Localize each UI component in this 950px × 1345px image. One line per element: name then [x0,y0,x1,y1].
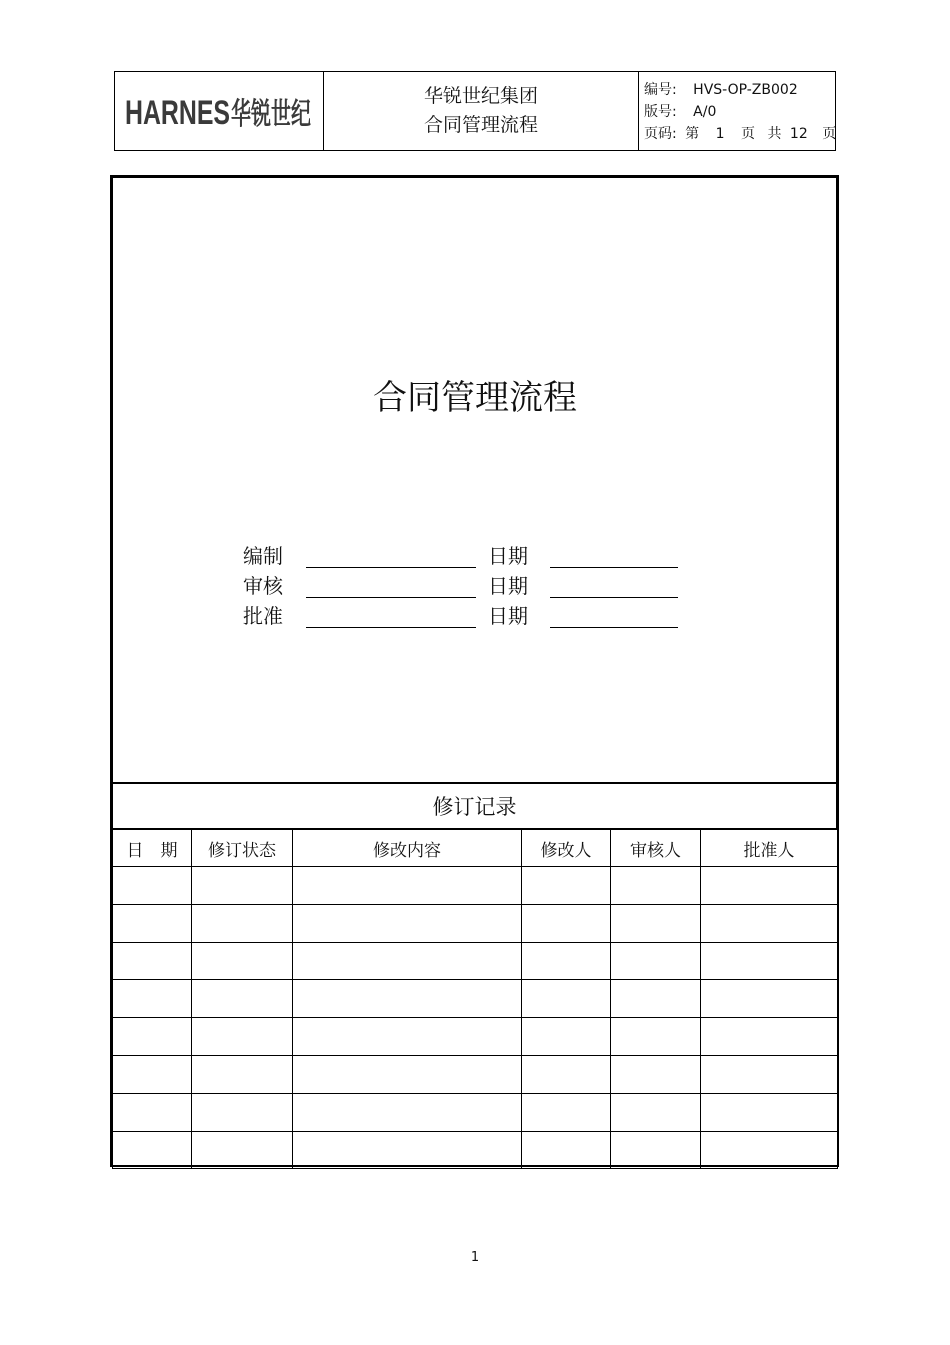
table-cell [293,867,522,905]
table-cell [522,1093,611,1131]
page-prefix: 第 [685,126,700,142]
table-cell [113,1093,192,1131]
table-cell [611,1055,701,1093]
sig-date-label-compile: 日期 [488,544,528,568]
table-cell [701,942,838,980]
table-cell [192,942,293,980]
table-cell [611,942,701,980]
table-cell [611,1018,701,1056]
revision-table [112,829,838,1169]
table-cell [522,867,611,905]
sig-line-review [306,597,476,598]
page-label: 页码: [644,126,677,142]
col-header-content: 修改内容 [293,830,522,867]
sig-date-line-review [550,597,678,598]
page-suffix: 页 [822,126,837,142]
sig-label-compile: 编制 [243,544,283,568]
table-cell [701,1018,838,1056]
table-cell [113,904,192,942]
table-cell [192,1093,293,1131]
table-cell [611,1093,701,1131]
table-cell [192,904,293,942]
table-cell [611,904,701,942]
table-row [113,1093,838,1131]
table-cell [113,980,192,1018]
company-logo [115,72,324,150]
revision-title: 修订记录 [112,783,837,829]
table-cell [113,867,192,905]
cover-panel [112,177,837,783]
table-cell [293,904,522,942]
table-cell [701,867,838,905]
page-total: 12 [789,126,808,142]
table-cell [611,1131,701,1169]
table-cell [293,942,522,980]
page-number: 1 [470,1250,480,1265]
table-cell [701,980,838,1018]
table-cell [192,867,293,905]
sig-line-approve [306,627,476,628]
svg-text:华锐世纪: 华锐世纪 [231,97,311,132]
revision-header-row [113,830,838,867]
doc-number-label: 编号: [644,82,677,98]
col-header-approver: 批准人 [701,830,838,867]
col-header-modifier: 修改人 [522,830,611,867]
table-cell [192,980,293,1018]
table-cell [701,1131,838,1169]
col-header-date: 日 期 [113,830,192,867]
table-cell [113,1131,192,1169]
table-row [113,867,838,905]
table-cell [701,1055,838,1093]
header-meta [639,72,835,150]
table-cell [701,1093,838,1131]
sig-date-label-approve: 日期 [488,604,528,628]
table-row [113,942,838,980]
version-label: 版号: [644,104,677,120]
page-info-row [644,123,836,143]
table-row [113,1055,838,1093]
table-row [113,1018,838,1056]
table-cell [113,1055,192,1093]
harnes-logo-icon [123,86,313,136]
document-header [114,71,836,151]
header-doc-title: 合同管理流程 [423,114,538,136]
table-cell [192,1131,293,1169]
page-current: 1 [715,126,725,142]
table-cell [522,980,611,1018]
sig-date-label-review: 日期 [488,574,528,598]
table-row [113,904,838,942]
sig-label-review: 审核 [243,574,283,598]
table-cell [293,1055,522,1093]
table-cell [293,1093,522,1131]
table-cell [522,942,611,980]
col-header-reviewer: 审核人 [611,830,701,867]
page-total-prefix: 共 [767,126,782,142]
table-cell [113,942,192,980]
table-cell [522,1131,611,1169]
sig-line-compile [306,567,476,568]
table-cell [293,1131,522,1169]
table-cell [293,1018,522,1056]
sig-label-approve: 批准 [243,604,283,628]
main-title: 合同管理流程 [373,378,577,418]
company-name: 华锐世纪集团 [423,85,538,107]
table-cell [522,1055,611,1093]
version-value: A/0 [693,104,717,120]
table-cell [701,904,838,942]
table-cell [113,1018,192,1056]
table-cell [192,1055,293,1093]
table-cell [522,904,611,942]
page-mid: 页 [741,126,755,142]
doc-number-value: HVS-OP-ZB002 [693,82,798,98]
table-row [113,980,838,1018]
table-row [113,1131,838,1169]
table-cell [293,980,522,1018]
table-cell [522,1018,611,1056]
table-cell [192,1018,293,1056]
svg-text:HARNES: HARNES [125,94,230,132]
sig-date-line-approve [550,627,678,628]
table-cell [611,980,701,1018]
sig-date-line-compile [550,567,678,568]
table-cell [611,867,701,905]
col-header-status: 修订状态 [192,830,293,867]
header-title-block [324,72,639,150]
doc-number-row [644,79,798,99]
version-row [644,101,716,121]
